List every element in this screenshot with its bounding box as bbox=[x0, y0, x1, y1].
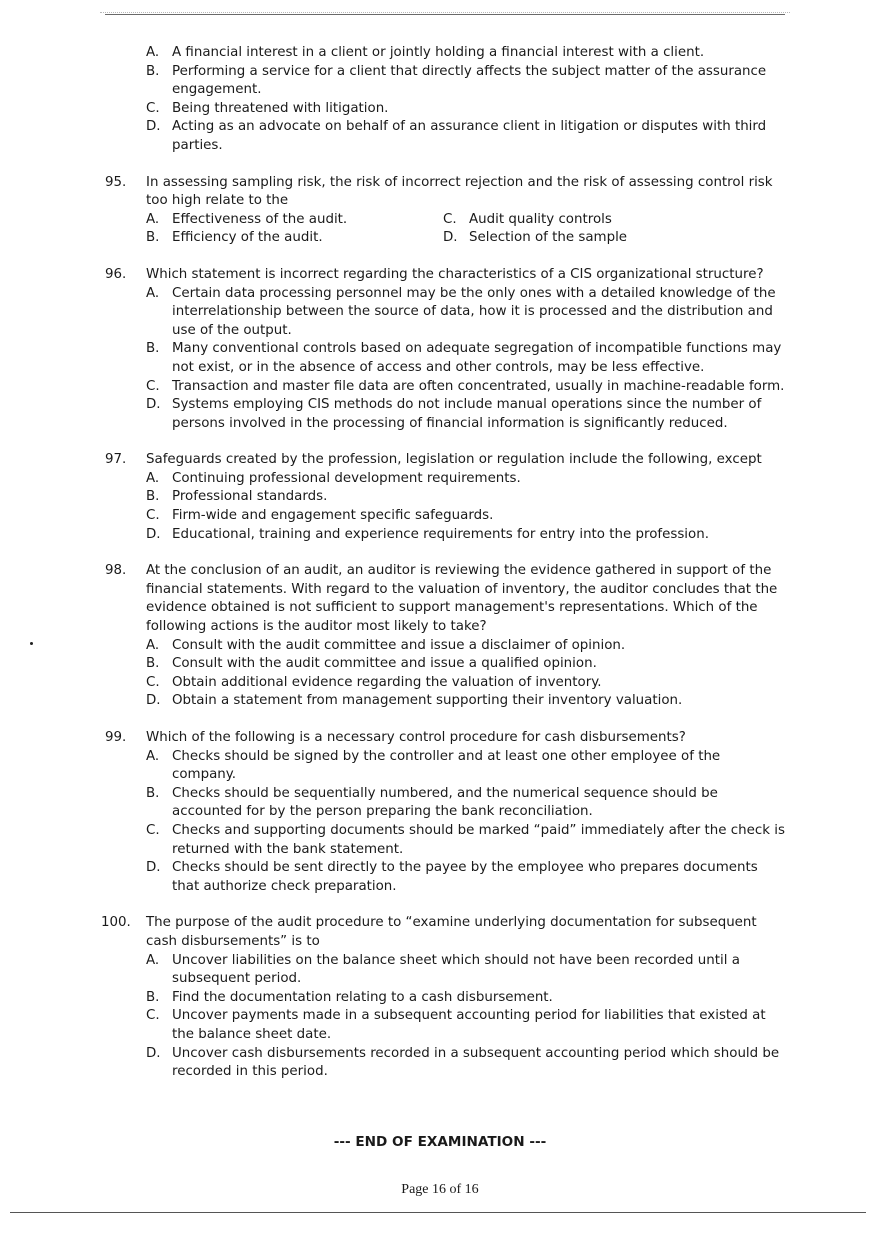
question-number: 100. bbox=[101, 915, 131, 931]
q96-option-a: A. Certain data processing personnel may be the only ones with a detailed knowledge of the interrelationship between the source of data, how it is processed and the distribution and use of the output. bbox=[146, 285, 776, 338]
question-number: 99. bbox=[105, 730, 127, 745]
question-98 bbox=[105, 562, 785, 711]
q97-option-b: B. Professional standards. bbox=[146, 489, 328, 505]
question-97 bbox=[105, 451, 785, 544]
question-number: 97. bbox=[105, 452, 127, 468]
scan-header-artifact bbox=[100, 2, 790, 13]
q98-option-d: D. Obtain a statement from management supporting their inventory valuation. bbox=[146, 693, 683, 709]
question-text: The purpose of the audit procedure to “examine underlying documentation for subsequent cash disbursements” is to bbox=[146, 915, 757, 949]
q100-option-d: D. Uncover cash disbursements recorded in a subsequent accounting period which should be recorded in this period. bbox=[146, 1045, 780, 1080]
q97-option-d: D. Educational, training and experience requirements for entry into the profession. bbox=[146, 526, 709, 542]
end-of-examination: --- END OF EXAMINATION --- bbox=[333, 1134, 547, 1150]
question-100 bbox=[101, 914, 785, 1081]
q96-option-c: C. Transaction and master file data are often concentrated, usually in machine-readable form. bbox=[146, 378, 785, 394]
q100-option-c: C. Uncover payments made in a subsequent accounting period for liabilities that existed at the balance sheet date. bbox=[146, 1008, 766, 1042]
q98-option-c: C. Obtain additional evidence regarding the valuation of inventory. bbox=[146, 674, 602, 690]
question-text: In assessing sampling risk, the risk of incorrect rejection and the risk of assessing control risk too high relate to the bbox=[146, 174, 773, 209]
scan-speck bbox=[30, 642, 33, 645]
question-number: 98. bbox=[105, 563, 127, 579]
q99-option-b: B. Checks should be sequentially numbered, and the numerical sequence should be accounted for by the person preparing the bank reconciliation. bbox=[146, 785, 718, 820]
q99-option-d: D. Checks should be sent directly to the payee by the employee who prepares documents that authorize check preparation. bbox=[146, 860, 758, 894]
page-number: Page 16 of 16 bbox=[401, 1182, 479, 1197]
q99-option-c: C. Checks and supporting documents should be marked “paid” immediately after the check is returned with the bank statement. bbox=[146, 822, 785, 857]
q94-option-a: A. A financial interest in a client or jointly holding a financial interest with a client. bbox=[146, 45, 705, 60]
question-94-continued bbox=[105, 44, 785, 156]
q96-option-d: D. Systems employing CIS methods do not include manual operations since the number of persons involved in the processing of financial information is significantly reduced. bbox=[146, 397, 762, 431]
question-text: Safeguards created by the profession, legislation or regulation include the following, except bbox=[146, 452, 762, 468]
q95-options-grid bbox=[146, 211, 785, 248]
q95-option-d: D. Selection of the sample bbox=[443, 230, 628, 246]
q94-option-d: D. Acting as an advocate on behalf of an assurance client in litigation or disputes with third parties. bbox=[146, 119, 767, 153]
q96-option-b: B. Many conventional controls based on adequate segregation of incompatible functions may not exist, or in the absence of access and other controls, may be less effective. bbox=[146, 341, 782, 375]
q94-option-b: B. Performing a service for a client that directly affects the subject matter of the assurance engagement. bbox=[146, 63, 767, 98]
q98-option-a: A. Consult with the audit committee and issue a disclaimer of opinion. bbox=[146, 637, 626, 653]
q97-option-c: C. Firm-wide and engagement specific safeguards. bbox=[146, 508, 494, 524]
question-96 bbox=[105, 266, 785, 433]
exam-content bbox=[101, 44, 785, 1100]
header-rule bbox=[105, 14, 785, 15]
q95-option-a: A. Effectiveness of the audit. bbox=[146, 211, 348, 227]
question-number: 95. bbox=[105, 174, 127, 190]
q100-option-b: B. Find the documentation relating to a cash disbursement. bbox=[146, 989, 553, 1005]
question-text: Which statement is incorrect regarding the characteristics of a CIS organizational structure? bbox=[146, 266, 764, 282]
question-text: At the conclusion of an audit, an auditor is reviewing the evidence gathered in support of the financial statements. With regard to the valuation of inventory, the auditor concludes that the evidence obtained is not sufficient to support management's representations. Which of the following actions is the auditor most likely to take? bbox=[146, 563, 778, 635]
q95-option-b: B. Efficiency of the audit. bbox=[146, 230, 323, 246]
question-95 bbox=[105, 174, 785, 248]
question-text: Which of the following is a necessary control procedure for cash disbursements? bbox=[146, 730, 686, 745]
q98-option-b: B. Consult with the audit committee and issue a qualified opinion. bbox=[146, 656, 597, 672]
q99-option-a: A. Checks should be signed by the controller and at least one other employee of the company. bbox=[146, 748, 721, 783]
q100-option-a: A. Uncover liabilities on the balance sheet which should not have been recorded until a subsequent period. bbox=[146, 952, 740, 987]
q94-option-c: C. Being threatened with litigation. bbox=[146, 100, 389, 116]
q95-option-c: C. Audit quality controls bbox=[443, 211, 612, 227]
question-99 bbox=[105, 729, 785, 896]
footer-rule bbox=[10, 1212, 866, 1213]
question-number: 96. bbox=[105, 266, 127, 282]
q97-option-a: A. Continuing professional development requirements. bbox=[146, 470, 521, 486]
